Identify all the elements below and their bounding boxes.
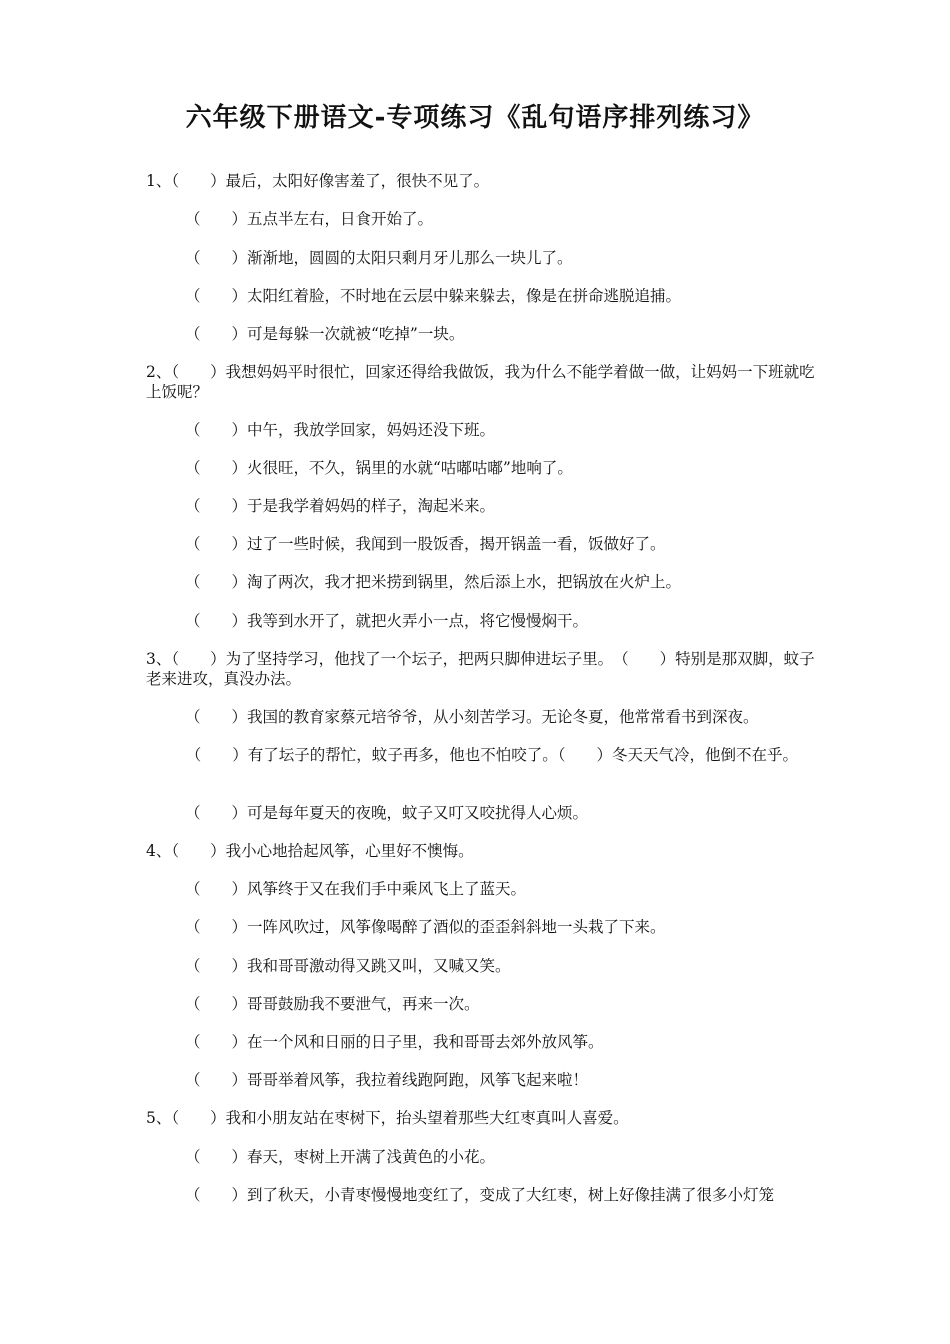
question-lead-text: （ ）最后，太阳好像害羞了，很快不见了。 — [171, 172, 490, 190]
question-2-item-3: （ ）于是我学着妈妈的样子，淘起米来。 — [185, 497, 496, 515]
question-3-item-3: （ ）可是每年夏天的夜晚，蚊子又叮又咬扰得人心烦。 — [185, 804, 589, 822]
question-2-item-5: （ ）淘了两次，我才把米捞到锅里，然后添上水，把锅放在火炉上。 — [185, 573, 682, 591]
question-4-lead — [146, 841, 474, 861]
question-3-lead — [146, 649, 818, 689]
question-5-item-1: （ ）春天，枣树上开满了浅黄色的小花。 — [185, 1148, 496, 1166]
question-lead-text: （ ）我小心地拾起风筝，心里好不懊悔。 — [171, 842, 474, 860]
question-5-lead — [146, 1108, 629, 1128]
question-lead-text: （ ）为了坚持学习，他找了一个坛子，把两只脚伸进坛子里。 （ ）特别是那双脚，蚊子老来进攻，真没办法。 — [146, 650, 815, 688]
question-2-item-4: （ ）过了一些时候，我闻到一股饭香，揭开锅盖一看，饭做好了。 — [185, 535, 666, 553]
question-1-lead — [146, 171, 489, 191]
question-1-item-4: （ ）可是每躲一次就被“吃掉”一块。 — [185, 325, 465, 343]
question-number: 2、 — [146, 363, 172, 381]
question-1-item-1: （ ）五点半左右，日食开始了。 — [185, 210, 434, 228]
question-number: 5、 — [146, 1109, 172, 1127]
question-1-item-3: （ ）太阳红着脸，不时地在云层中躲来躲去，像是在拼命逃脱追捕。 — [185, 287, 682, 305]
question-lead-text: （ ）我想妈妈平时很忙，回家还得给我做饭，我为什么不能学着做一做，让妈妈一下班就吃上饭呢？ — [146, 363, 815, 401]
document-title: 六年级下册语文-专项练习《乱句语序排列练习》 — [185, 103, 765, 133]
question-5-item-2: （ ）到了秋天，小青枣慢慢地变红了，变成了大红枣，树上好像挂满了很多小灯笼 — [185, 1186, 775, 1204]
question-4-item-6: （ ）哥哥举着风筝，我拉着线跑阿跑，风筝飞起来啦！ — [185, 1071, 589, 1089]
question-3-item-2: （ ）有了坛子的帮忙，蚊子再多，他也不怕咬了。（ ）冬天天气冷，他倒不在乎。 — [178, 746, 799, 764]
question-2-item-1: （ ）中午，我放学回家，妈妈还没下班。 — [185, 421, 496, 439]
question-lead-text: （ ）我和小朋友站在枣树下，抬头望着那些大红枣真叫人喜爱。 — [171, 1109, 629, 1127]
question-4-item-1: （ ）风筝终于又在我们手中乘风飞上了蓝天。 — [185, 880, 527, 898]
question-number: 4、 — [146, 842, 172, 860]
question-number: 1、 — [146, 172, 172, 190]
question-4-item-4: （ ）哥哥鼓励我不要泄气，再来一次。 — [185, 995, 480, 1013]
question-number: 3、 — [146, 650, 172, 668]
question-3-item-1: （ ）我国的教育家蔡元培爷爷，从小刻苦学习。无论冬夏，他常常看书到深夜。 — [185, 708, 759, 726]
question-2-item-2: （ ）火很旺，不久，锅里的水就“咕嘟咕嘟”地响了。 — [185, 459, 573, 477]
question-4-item-3: （ ）我和哥哥激动得又跳又叫，又喊又笑。 — [185, 957, 511, 975]
question-2-item-6: （ ）我等到水开了，就把火弄小一点，将它慢慢焖干。 — [185, 612, 589, 630]
question-2-lead — [146, 362, 818, 402]
question-4-item-2: （ ）一阵风吹过，风筝像喝醉了酒似的歪歪斜斜地一头栽了下来。 — [185, 918, 666, 936]
question-4-item-5: （ ）在一个风和日丽的日子里，我和哥哥去郊外放风筝。 — [185, 1033, 604, 1051]
question-1-item-2: （ ）渐渐地，圆圆的太阳只剩月牙儿那么一块儿了。 — [185, 249, 573, 267]
